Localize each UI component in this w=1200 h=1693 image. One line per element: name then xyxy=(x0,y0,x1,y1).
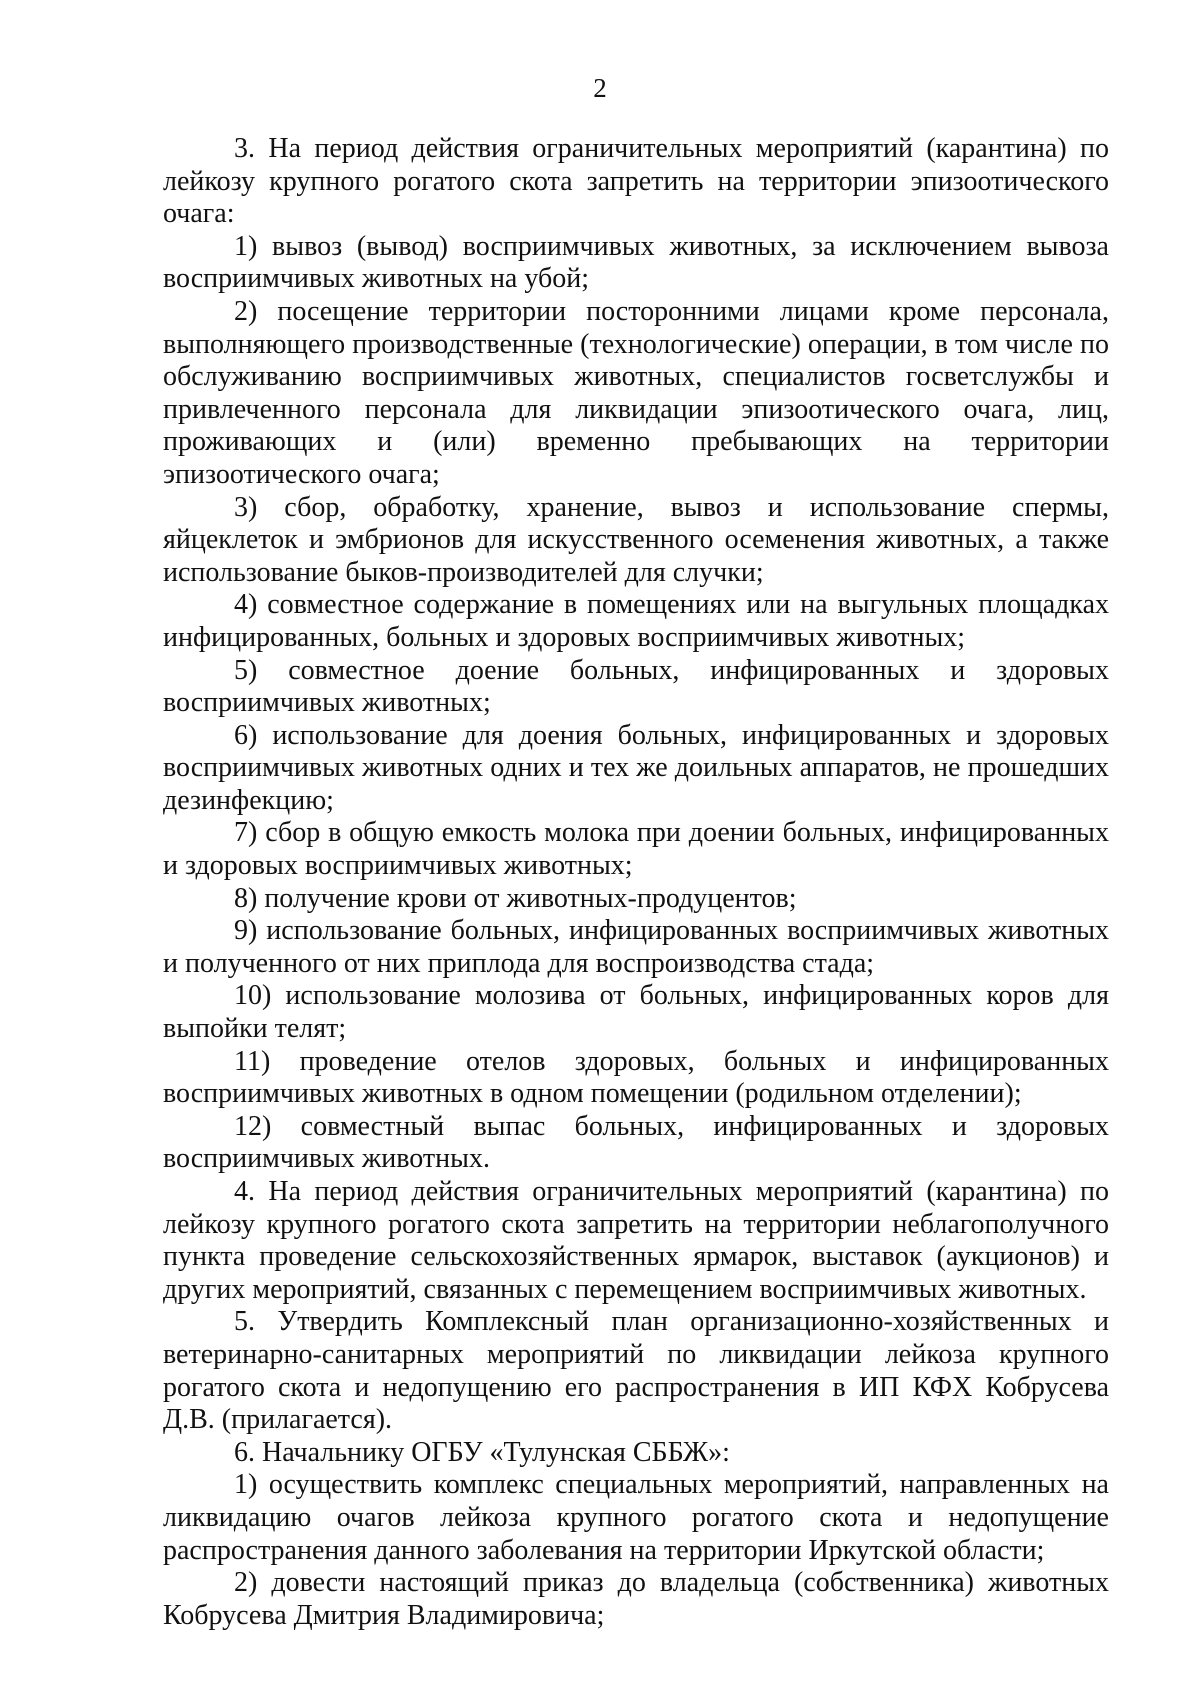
list-item-11: 11) проведение отелов здоровых, больных и инфицированных восприимчивых животных в одном помещении (родильном отделении); xyxy=(163,1045,1109,1110)
paragraph-6-item-1: 1) осуществить комплекс специальных мероприятий, направленных на ликвидацию очагов лейкоза крупного рогатого скота и недопущение распространения данного заболевания на территории Иркутской области; xyxy=(163,1469,1109,1566)
list-item-7: 7) сбор в общую емкость молока при доении больных, инфицированных и здоровых восприимчивых животных; xyxy=(163,817,1109,882)
list-item-4: 4) совместное содержание в помещениях или на выгульных площадках инфицированных, больных и здоровых восприимчивых животных; xyxy=(163,589,1109,653)
paragraph-6-item-2: 2) довести настоящий приказ до владельца (собственника) животных Кобрусева Дмитрия Владимировича; xyxy=(163,1567,1109,1631)
list-item-8: 8) получение крови от животных-продуцентов; xyxy=(234,882,797,914)
list-item-1: 1) вывоз (вывод) восприимчивых животных, за исключением вывоза восприимчивых животных на убой; xyxy=(163,230,1109,295)
page-number: 2 xyxy=(593,73,607,103)
paragraph-6-heading: 6. Начальнику ОГБУ «Тулунская СББЖ»: xyxy=(234,1436,730,1468)
document-body xyxy=(163,133,1109,1632)
list-item-6: 6) использование для доения больных, инфицированных и здоровых восприимчивых животных одних и тех же доильных аппаратов, не прошедших дезинфекцию; xyxy=(163,719,1109,816)
list-item-9: 9) использование больных, инфицированных восприимчивых животных и полученного от них приплода для воспроизводства стада; xyxy=(163,915,1109,979)
paragraph-5: 5. Утвердить Комплексный план организационно-хозяйственных и ветеринарно-санитарных мероприятий по ликвидации лейкоза крупного рогатого скота и недопущению его распространения в ИП КФХ Кобрусева Д.В. (прилагается). xyxy=(163,1306,1109,1436)
list-item-2: 2) посещение территории посторонними лицами кроме персонала, выполняющего производственные (технологические) операции, в том числе по обслуживанию восприимчивых животных, специалистов госветслужбы и привлеченного персонала для ликвидации эпизоотического очага, лиц, проживающих и (или) временно пребывающих на территории эпизоотического очага; xyxy=(163,295,1109,490)
list-item-3: 3) сбор, обработку, хранение, вывоз и использование спермы, яйцеклеток и эмбрионов для искусственного осеменения животных, а также использование быков-производителей для случки; xyxy=(163,491,1109,588)
list-item-10: 10) использование молозива от больных, инфицированных коров для выпойки телят; xyxy=(163,980,1109,1045)
list-item-12: 12) совместный выпас больных, инфицированных и здоровых восприимчивых животных. xyxy=(163,1110,1109,1175)
paragraph-4: 4. На период действия ограничительных мероприятий (карантина) по лейкозу крупного рогатого скота запретить на территории неблагополучного пункта проведение сельскохозяйственных ярмарок, выставок (аукционов) и других мероприятий, связанных с перемещением восприимчивых животных. xyxy=(163,1176,1109,1305)
list-item-5: 5) совместное доение больных, инфицированных и здоровых восприимчивых животных; xyxy=(163,654,1109,719)
paragraph-3-prohibitions-intro: 3. На период действия ограничительных мероприятий (карантина) по лейкозу крупного рогатого скота запретить на территории эпизоотического очага: xyxy=(163,133,1109,230)
